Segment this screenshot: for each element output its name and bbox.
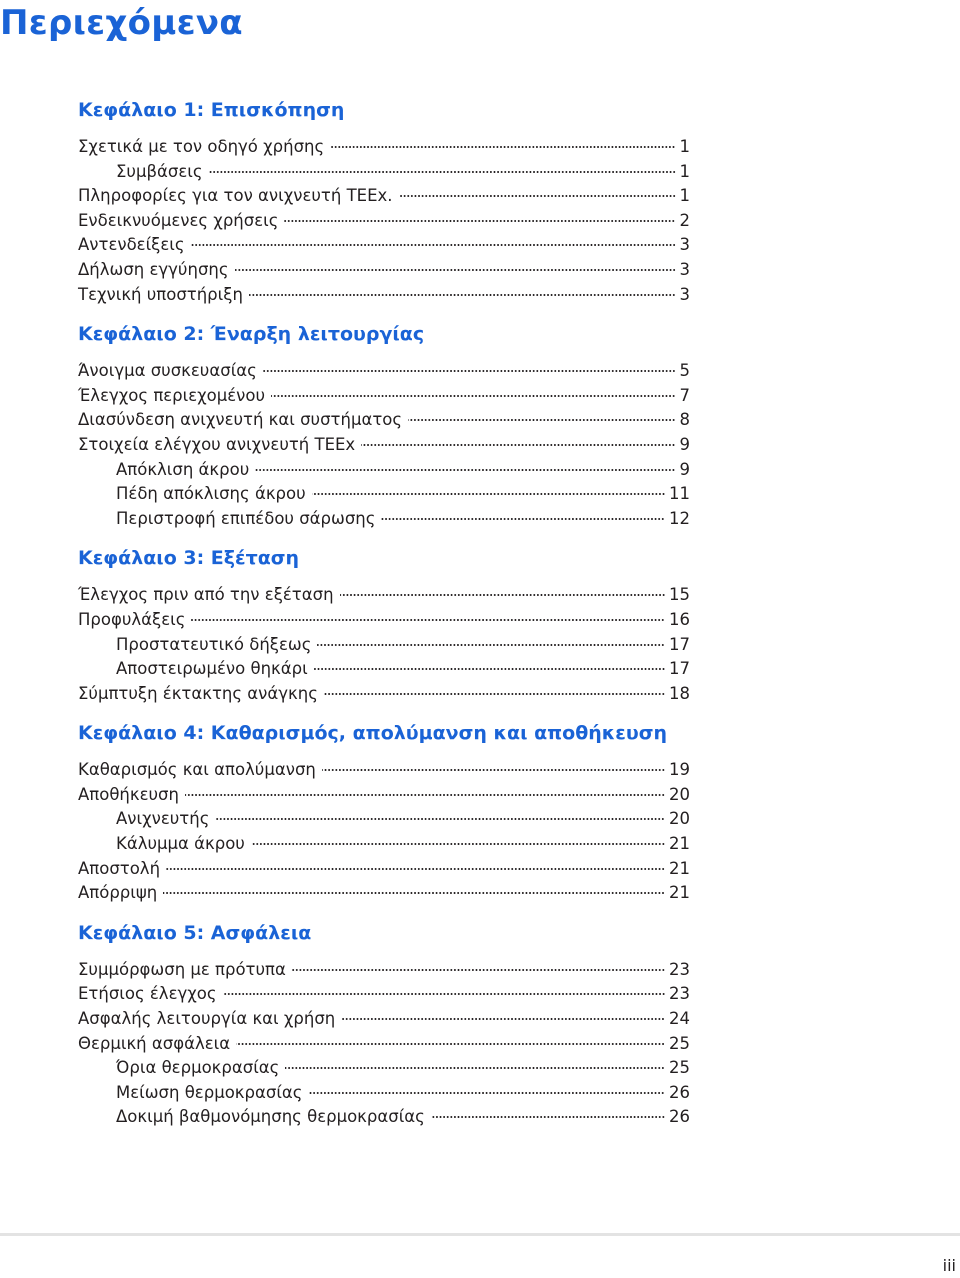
dot-leader	[340, 594, 665, 596]
toc-entry-page: 21	[669, 858, 690, 878]
chapter-entries	[78, 758, 690, 906]
toc-entry-page: 17	[669, 659, 690, 679]
toc-entry-label: Αποθήκευση	[78, 784, 179, 804]
dot-leader	[314, 668, 665, 670]
toc-entry-label: Διασύνδεση ανιχνευτή και συστήματος	[78, 410, 403, 430]
dot-leader	[249, 294, 676, 296]
toc-entry-page: 23	[669, 984, 690, 1004]
toc-entry[interactable]	[78, 433, 690, 458]
toc-entry-label: Έλεγχος περιεχομένου	[78, 385, 266, 405]
dot-leader	[317, 644, 665, 646]
dot-leader	[330, 146, 675, 148]
dot-leader	[284, 220, 675, 222]
toc-entry[interactable]	[78, 507, 690, 532]
dot-leader	[381, 518, 665, 520]
toc-entry[interactable]	[78, 160, 690, 185]
dot-leader	[361, 444, 675, 446]
toc-entry[interactable]	[78, 283, 690, 308]
dot-leader	[322, 769, 665, 771]
toc-entry-label: Δήλωση εγγύησης	[78, 259, 229, 279]
toc-entry-page: 5	[679, 361, 690, 381]
dot-leader	[251, 843, 665, 845]
toc-entry-label: Καθαρισμός και απολύμανση	[78, 760, 316, 780]
toc-entry[interactable]	[78, 458, 690, 483]
toc-entry-label: Σχετικά με τον οδηγό χρήσης	[78, 137, 325, 156]
toc-entry[interactable]	[78, 633, 690, 658]
toc-entry[interactable]	[78, 135, 690, 160]
chapter-entries	[78, 359, 690, 531]
toc-entry-page: 2	[679, 210, 690, 230]
dot-leader	[163, 892, 665, 894]
toc-entry-page: 3	[679, 259, 690, 279]
dot-leader	[185, 794, 665, 796]
page-title: Περιεχόμενα	[0, 3, 243, 43]
toc-entry-page: 25	[669, 1058, 690, 1078]
toc-entry-label: Πληροφορίες για τον ανιχνευτή TEEx.	[78, 186, 393, 206]
toc-entry-page: 18	[669, 683, 690, 703]
toc-entry-label: Απόρριψη	[78, 883, 158, 903]
toc-entry-page: 8	[679, 410, 690, 430]
toc-entry-page: 11	[669, 484, 690, 504]
toc-entry-page: 20	[669, 784, 690, 804]
chapter-4	[78, 719, 690, 906]
toc-entry[interactable]	[78, 384, 690, 409]
toc-entry-page: 15	[669, 585, 690, 605]
toc-entry-page: 1	[679, 161, 690, 181]
chapter-5	[78, 919, 690, 1130]
toc-entry-label: Ανιχνευτής	[116, 809, 210, 829]
toc-entry[interactable]	[78, 482, 690, 507]
toc-entry[interactable]	[78, 758, 690, 783]
toc-entry-label: Ενδεικνυόμενες χρήσεις	[78, 210, 279, 230]
toc-entry[interactable]	[78, 657, 690, 682]
toc-entry-page: 3	[679, 235, 690, 255]
toc-entry-page: 17	[669, 634, 690, 654]
dot-leader	[263, 370, 676, 372]
dot-leader	[223, 993, 665, 995]
toc-entry[interactable]	[78, 682, 690, 707]
toc-entry[interactable]	[78, 258, 690, 283]
toc-entry-page: 24	[669, 1009, 690, 1029]
toc-entry[interactable]	[78, 857, 690, 882]
toc-entry[interactable]	[78, 1105, 690, 1130]
toc-entry-label: Άνοιγμα συσκευασίας	[78, 361, 257, 381]
toc-entry[interactable]	[78, 958, 690, 983]
toc-entry-page: 25	[669, 1033, 690, 1053]
toc-entry-label: Ετήσιος έλεγχος	[78, 984, 217, 1004]
dot-leader	[312, 493, 665, 495]
toc-entry-label: Αποστειρωμένο θηκάρι	[116, 659, 308, 679]
toc-entry-label: Θερμική ασφάλεια	[78, 1033, 231, 1053]
dot-leader	[408, 419, 675, 421]
toc-entry-page: 3	[679, 284, 690, 304]
toc-entry-label: Προστατευτικό δήξεως	[116, 634, 312, 654]
toc-entry[interactable]	[78, 881, 690, 906]
toc-entry[interactable]	[78, 982, 690, 1007]
dot-leader	[255, 469, 675, 471]
toc-entry[interactable]	[78, 608, 690, 633]
dot-leader	[399, 195, 676, 197]
dot-leader	[166, 868, 665, 870]
dot-leader	[209, 171, 676, 173]
toc-entry-label: Συμβάσεις	[116, 161, 203, 181]
dot-leader	[191, 244, 676, 246]
toc-entry-label: Προφυλάξεις	[78, 609, 186, 629]
chapter-entries	[78, 958, 690, 1130]
toc-entry[interactable]	[78, 209, 690, 234]
dot-leader	[285, 1067, 665, 1069]
toc-entry[interactable]	[78, 184, 690, 209]
toc-entry[interactable]	[78, 408, 690, 433]
toc-entry-page: 26	[669, 1082, 690, 1102]
toc-entry-page: 23	[669, 959, 690, 979]
toc-entry-page: 1	[679, 137, 690, 156]
chapter-1	[78, 96, 690, 307]
toc-entry-label: Σύμπτυξη έκτακτης ανάγκης	[78, 683, 318, 703]
toc-entry[interactable]	[78, 583, 690, 608]
toc-entry[interactable]	[78, 832, 690, 857]
toc-entry-page: 16	[669, 609, 690, 629]
footer-divider	[0, 1233, 960, 1236]
toc-entry-label: Δοκιμή βαθμονόμησης θερμοκρασίας	[116, 1107, 425, 1127]
page-number: iii	[942, 1256, 956, 1275]
dot-leader	[431, 1116, 665, 1118]
toc-entry-label: Τεχνική υποστήριξη	[78, 284, 243, 304]
dot-leader	[235, 269, 676, 271]
chapter-entries	[78, 135, 690, 307]
toc-entry-label: Κάλυμμα άκρου	[116, 834, 245, 854]
toc-entry[interactable]	[78, 359, 690, 384]
toc-entry-page: 1	[679, 186, 690, 206]
chapter-title[interactable]: Κεφάλαιο 1: Επισκόπηση	[78, 99, 345, 121]
toc-entry-label: Συμμόρφωση με πρότυπα	[78, 959, 286, 979]
dot-leader	[341, 1018, 665, 1020]
toc-entry[interactable]	[78, 783, 690, 808]
chapter-title[interactable]: Κεφάλαιο 5: Ασφάλεια	[78, 921, 312, 944]
toc-entry-page: 7	[679, 385, 690, 405]
toc-entry-page: 21	[669, 883, 690, 903]
chapter-title[interactable]: Κεφάλαιο 3: Εξέταση	[78, 547, 300, 570]
toc-entry[interactable]	[78, 807, 690, 832]
dot-leader	[324, 693, 665, 695]
toc-entry[interactable]	[78, 1007, 690, 1032]
toc-entry-page: 9	[679, 459, 690, 479]
dot-leader	[308, 1092, 665, 1094]
toc-entry-label: Πέδη απόκλισης άκρου	[116, 484, 306, 504]
toc-entry[interactable]	[78, 1081, 690, 1106]
toc-entry-label: Έλεγχος πριν από την εξέταση	[78, 585, 334, 605]
dot-leader	[191, 619, 665, 621]
toc-entry-page: 21	[669, 834, 690, 854]
toc-entry-page: 20	[669, 809, 690, 829]
dot-leader	[236, 1043, 665, 1045]
table-of-contents	[78, 96, 690, 1130]
chapter-title[interactable]: Κεφάλαιο 2: Έναρξη λειτουργίας	[78, 323, 425, 346]
toc-entry-page: 26	[669, 1107, 690, 1127]
toc-entry-page: 12	[669, 508, 690, 528]
chapter-3	[78, 544, 690, 706]
dot-leader	[271, 395, 675, 397]
toc-entry[interactable]	[78, 1056, 690, 1081]
toc-entry-label: Αποστολή	[78, 858, 161, 878]
toc-entry-label: Στοιχεία ελέγχου ανιχνευτή TEEx	[78, 434, 356, 454]
chapter-2	[78, 320, 690, 531]
toc-entry-page: 9	[679, 434, 690, 454]
dot-leader	[215, 818, 665, 820]
toc-entry-label: Αντενδείξεις	[78, 235, 185, 255]
dot-leader	[292, 969, 665, 971]
toc-entry[interactable]	[78, 233, 690, 258]
toc-entry-label: Μείωση θερμοκρασίας	[116, 1082, 303, 1102]
chapter-entries	[78, 583, 690, 706]
toc-entry-label: Περιστροφή επιπέδου σάρωσης	[116, 508, 376, 528]
toc-entry-label: Όρια θερμοκρασίας	[116, 1058, 280, 1078]
toc-entry[interactable]	[78, 1032, 690, 1057]
toc-entry-label: Ασφαλής λειτουργία και χρήση	[78, 1009, 336, 1029]
toc-entry-page: 19	[669, 760, 690, 780]
chapter-title[interactable]: Κεφάλαιο 4: Καθαρισμός, απολύμανση και αποθήκευση	[78, 722, 668, 745]
toc-entry-label: Απόκλιση άκρου	[116, 459, 250, 479]
